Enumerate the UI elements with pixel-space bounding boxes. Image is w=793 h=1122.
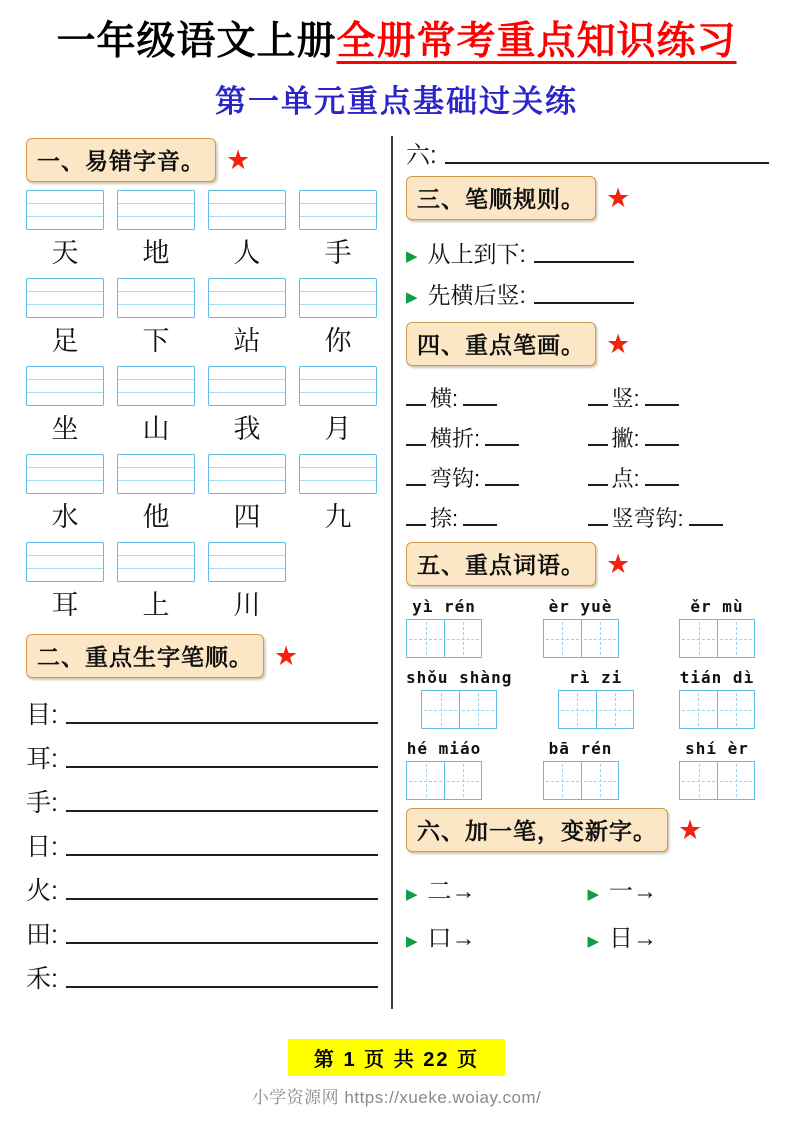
answer-blank bbox=[463, 404, 497, 406]
character-label: 火: bbox=[26, 877, 58, 906]
section6-header bbox=[406, 808, 769, 852]
tianzige-cell bbox=[459, 691, 496, 728]
pinyin-writing-box bbox=[26, 278, 104, 318]
answer-blank bbox=[534, 302, 634, 304]
word-item bbox=[558, 665, 634, 729]
character: 天 bbox=[51, 238, 79, 268]
stroke-label: 撇: bbox=[611, 425, 640, 451]
word-item bbox=[406, 665, 512, 729]
page-number-badge: 第 1 页 共 22 页 bbox=[288, 1039, 505, 1076]
section3-title: 三、笔顺规则。 bbox=[406, 176, 596, 220]
answer-blank bbox=[588, 404, 608, 406]
answer-blank bbox=[588, 444, 608, 446]
add-stroke-item bbox=[406, 907, 588, 954]
right-column bbox=[406, 132, 769, 1039]
word-item bbox=[406, 736, 482, 800]
stroke-item bbox=[406, 494, 588, 532]
character: 月 bbox=[324, 414, 352, 444]
stroke-item bbox=[406, 414, 588, 452]
pinyin-writing-box bbox=[208, 542, 286, 582]
pinyin-writing-box bbox=[208, 366, 286, 406]
pinyin-writing-box bbox=[208, 278, 286, 318]
answer-blank bbox=[588, 524, 608, 526]
answer-blank bbox=[66, 942, 378, 944]
pinyin-label: hé miáo bbox=[406, 739, 482, 758]
title-highlight: 全册常考重点知识练习 bbox=[336, 20, 737, 63]
character: 下 bbox=[142, 326, 170, 356]
tianzige-cell bbox=[444, 620, 481, 657]
section3-header bbox=[406, 176, 769, 220]
stroke-item bbox=[588, 454, 770, 492]
stroke-order-line bbox=[26, 950, 378, 994]
pinyin-writing-box bbox=[208, 454, 286, 494]
stroke-order-line bbox=[26, 818, 378, 862]
character-row bbox=[26, 236, 378, 270]
tianzige-grid bbox=[543, 619, 619, 658]
tianzige-cell bbox=[717, 620, 754, 657]
character: 耳 bbox=[51, 590, 79, 620]
pinyin-label: bā rén bbox=[548, 739, 613, 758]
answer-blank bbox=[485, 484, 519, 486]
page-title bbox=[0, 16, 793, 76]
tianzige-cell bbox=[544, 762, 581, 799]
answer-blank bbox=[406, 444, 426, 446]
character: 九 bbox=[324, 502, 352, 532]
pinyin-writing-box bbox=[26, 366, 104, 406]
tianzige-cell bbox=[444, 762, 481, 799]
arrow-bullet-icon: ▶ bbox=[587, 885, 600, 903]
section2-title: 二、重点生字笔顺。 bbox=[26, 634, 264, 678]
stroke-label: 捺: bbox=[430, 505, 459, 531]
star-icon: ★ bbox=[678, 814, 703, 845]
word-item bbox=[543, 594, 619, 658]
tianzige-cell bbox=[596, 691, 633, 728]
stroke-order-line bbox=[26, 906, 378, 950]
pinyin-box-row bbox=[26, 190, 378, 230]
character-row bbox=[26, 412, 378, 446]
add-stroke-grid bbox=[406, 860, 769, 954]
stroke-label: 横折: bbox=[430, 425, 481, 451]
pinyin-writing-box bbox=[117, 542, 195, 582]
character: 上 bbox=[142, 590, 170, 620]
stroke-order-line bbox=[26, 730, 378, 774]
section1-title: 一、易错字音。 bbox=[26, 138, 216, 182]
character: 水 bbox=[51, 502, 79, 532]
pinyin-box-row bbox=[26, 366, 378, 406]
word-item bbox=[679, 594, 755, 658]
word-practice-row bbox=[406, 736, 769, 800]
tianzige-cell bbox=[680, 691, 717, 728]
answer-blank bbox=[406, 484, 426, 486]
answer-blank bbox=[645, 484, 679, 486]
add-stroke-item bbox=[588, 860, 770, 907]
word-item bbox=[543, 736, 619, 800]
section5-header bbox=[406, 542, 769, 586]
tianzige-cell bbox=[680, 620, 717, 657]
character: 地 bbox=[142, 238, 170, 268]
star-icon: ★ bbox=[606, 182, 631, 213]
answer-blank bbox=[645, 404, 679, 406]
add-stroke-label: 口→ bbox=[427, 925, 476, 953]
answer-blank bbox=[66, 810, 378, 812]
pinyin-box-row bbox=[26, 542, 378, 582]
tianzige-cell bbox=[407, 762, 444, 799]
tianzige-cell bbox=[717, 762, 754, 799]
tianzige-cell bbox=[581, 762, 618, 799]
pinyin-writing-box bbox=[299, 454, 377, 494]
character-label: 禾: bbox=[26, 965, 58, 994]
tianzige-cell bbox=[559, 691, 596, 728]
add-stroke-label: 一→ bbox=[609, 878, 658, 906]
tianzige-grid bbox=[679, 619, 755, 658]
character: 川 bbox=[233, 590, 261, 620]
tianzige-grid bbox=[558, 690, 634, 729]
arrow-bullet-icon: ▶ bbox=[406, 885, 418, 903]
star-icon: ★ bbox=[606, 548, 631, 579]
section6-title: 六、加一笔，变新字。 bbox=[406, 808, 668, 852]
character-label: 目: bbox=[26, 701, 58, 730]
stroke-order-line bbox=[26, 686, 378, 730]
answer-blank bbox=[406, 404, 426, 406]
star-icon: ★ bbox=[606, 328, 631, 359]
answer-blank bbox=[463, 524, 497, 526]
answer-blank bbox=[66, 766, 378, 768]
page-footer bbox=[0, 1039, 793, 1112]
character-label: 耳: bbox=[26, 745, 58, 774]
answer-blank bbox=[66, 898, 378, 900]
character: 山 bbox=[142, 414, 170, 444]
section4-title: 四、重点笔画。 bbox=[406, 322, 596, 366]
left-column bbox=[26, 132, 378, 1039]
rule-label: 从上到下: bbox=[427, 241, 526, 268]
title-main: 一年级语文上册 bbox=[56, 20, 337, 63]
pinyin-label: rì zi bbox=[569, 668, 623, 687]
arrow-bullet-icon: ▶ bbox=[406, 247, 418, 265]
tianzige-grid bbox=[679, 761, 755, 800]
tianzige-cell bbox=[407, 620, 444, 657]
character: 站 bbox=[233, 326, 261, 356]
arrow-bullet-icon: ▶ bbox=[587, 932, 600, 950]
stroke-item bbox=[588, 374, 770, 412]
rule-line bbox=[406, 228, 769, 269]
star-icon: ★ bbox=[274, 640, 299, 671]
stroke-name-grid bbox=[406, 374, 769, 532]
stroke-label: 点: bbox=[611, 465, 640, 491]
stroke-label: 横: bbox=[430, 385, 459, 411]
add-stroke-item bbox=[588, 907, 770, 954]
stroke-item bbox=[588, 494, 770, 532]
character: 坐 bbox=[51, 414, 79, 444]
arrow-bullet-icon: ▶ bbox=[406, 288, 418, 306]
section2-header bbox=[26, 634, 378, 678]
stroke-item bbox=[406, 374, 588, 412]
tianzige-grid bbox=[406, 761, 482, 800]
word-practice-row bbox=[406, 665, 769, 729]
answer-blank bbox=[66, 854, 378, 856]
rule-line bbox=[406, 269, 769, 310]
stroke-order-line bbox=[26, 862, 378, 906]
character: 我 bbox=[233, 414, 261, 444]
add-stroke-item bbox=[406, 860, 588, 907]
character-label: 六: bbox=[406, 142, 437, 170]
tianzige-grid bbox=[543, 761, 619, 800]
character: 人 bbox=[233, 238, 261, 268]
answer-blank bbox=[66, 722, 378, 724]
star-icon: ★ bbox=[226, 144, 251, 175]
stroke-label: 弯钩: bbox=[430, 465, 481, 491]
tianzige-cell bbox=[680, 762, 717, 799]
pinyin-label: ěr mù bbox=[690, 597, 744, 616]
answer-blank bbox=[445, 162, 769, 164]
tianzige-cell bbox=[422, 691, 459, 728]
pinyin-box-row bbox=[26, 454, 378, 494]
pinyin-box-row bbox=[26, 278, 378, 318]
stroke-item bbox=[588, 414, 770, 452]
answer-blank bbox=[66, 986, 378, 988]
pinyin-writing-box bbox=[299, 366, 377, 406]
answer-blank bbox=[689, 524, 723, 526]
word-item bbox=[406, 594, 482, 658]
site-url-text: 小学资源网 https://xueke.woiay.com/ bbox=[251, 1088, 542, 1107]
section1-header bbox=[26, 138, 378, 182]
pinyin-writing-box bbox=[117, 366, 195, 406]
stroke-label: 竖弯钩: bbox=[611, 505, 684, 531]
answer-blank bbox=[485, 444, 519, 446]
character-label: 田: bbox=[26, 921, 58, 950]
character: 四 bbox=[233, 502, 261, 532]
unit-subtitle: 第一单元重点基础过关练 bbox=[215, 84, 578, 119]
section4-header bbox=[406, 322, 769, 366]
pinyin-label: yì rén bbox=[412, 597, 476, 616]
section5-title: 五、重点词语。 bbox=[406, 542, 596, 586]
pinyin-writing-box bbox=[26, 190, 104, 230]
stroke-item bbox=[406, 454, 588, 492]
add-stroke-label: 二→ bbox=[427, 878, 476, 906]
tianzige-grid bbox=[406, 619, 482, 658]
pinyin-writing-box bbox=[117, 190, 195, 230]
character: 手 bbox=[324, 238, 352, 268]
pinyin-label: shǒu shàng bbox=[406, 668, 513, 687]
character: 你 bbox=[324, 326, 352, 356]
pinyin-writing-box bbox=[299, 278, 377, 318]
continuation-line bbox=[406, 134, 769, 170]
answer-blank bbox=[406, 524, 426, 526]
tianzige-grid bbox=[679, 690, 755, 729]
word-item bbox=[679, 736, 755, 800]
pinyin-writing-box bbox=[117, 278, 195, 318]
arrow-bullet-icon: ▶ bbox=[406, 932, 418, 950]
pinyin-label: èr yuè bbox=[548, 597, 613, 616]
pinyin-writing-box bbox=[299, 190, 377, 230]
tianzige-cell bbox=[717, 691, 754, 728]
stroke-order-line bbox=[26, 774, 378, 818]
content-columns bbox=[0, 124, 793, 1039]
pinyin-label: shí èr bbox=[685, 739, 749, 758]
character-label: 手: bbox=[26, 789, 58, 818]
stroke-label: 竖: bbox=[611, 385, 640, 411]
rule-label: 先横后竖: bbox=[427, 282, 526, 309]
pinyin-label: tián dì bbox=[679, 668, 755, 687]
add-stroke-label: 日→ bbox=[609, 925, 658, 953]
pinyin-writing-box bbox=[26, 542, 104, 582]
character-label: 日: bbox=[26, 833, 58, 862]
pinyin-writing-box bbox=[208, 190, 286, 230]
answer-blank bbox=[534, 261, 634, 263]
pinyin-writing-box bbox=[117, 454, 195, 494]
pinyin-writing-box bbox=[26, 454, 104, 494]
column-divider bbox=[391, 136, 393, 1009]
character: 足 bbox=[51, 326, 79, 356]
answer-blank bbox=[645, 444, 679, 446]
answer-blank bbox=[588, 484, 608, 486]
tianzige-cell bbox=[581, 620, 618, 657]
word-item bbox=[679, 665, 755, 729]
tianzige-grid bbox=[421, 690, 497, 729]
character-row bbox=[26, 588, 378, 622]
tianzige-cell bbox=[544, 620, 581, 657]
character-row bbox=[26, 324, 378, 358]
character: 他 bbox=[142, 502, 170, 532]
character-row bbox=[26, 500, 378, 534]
word-practice-row bbox=[406, 594, 769, 658]
